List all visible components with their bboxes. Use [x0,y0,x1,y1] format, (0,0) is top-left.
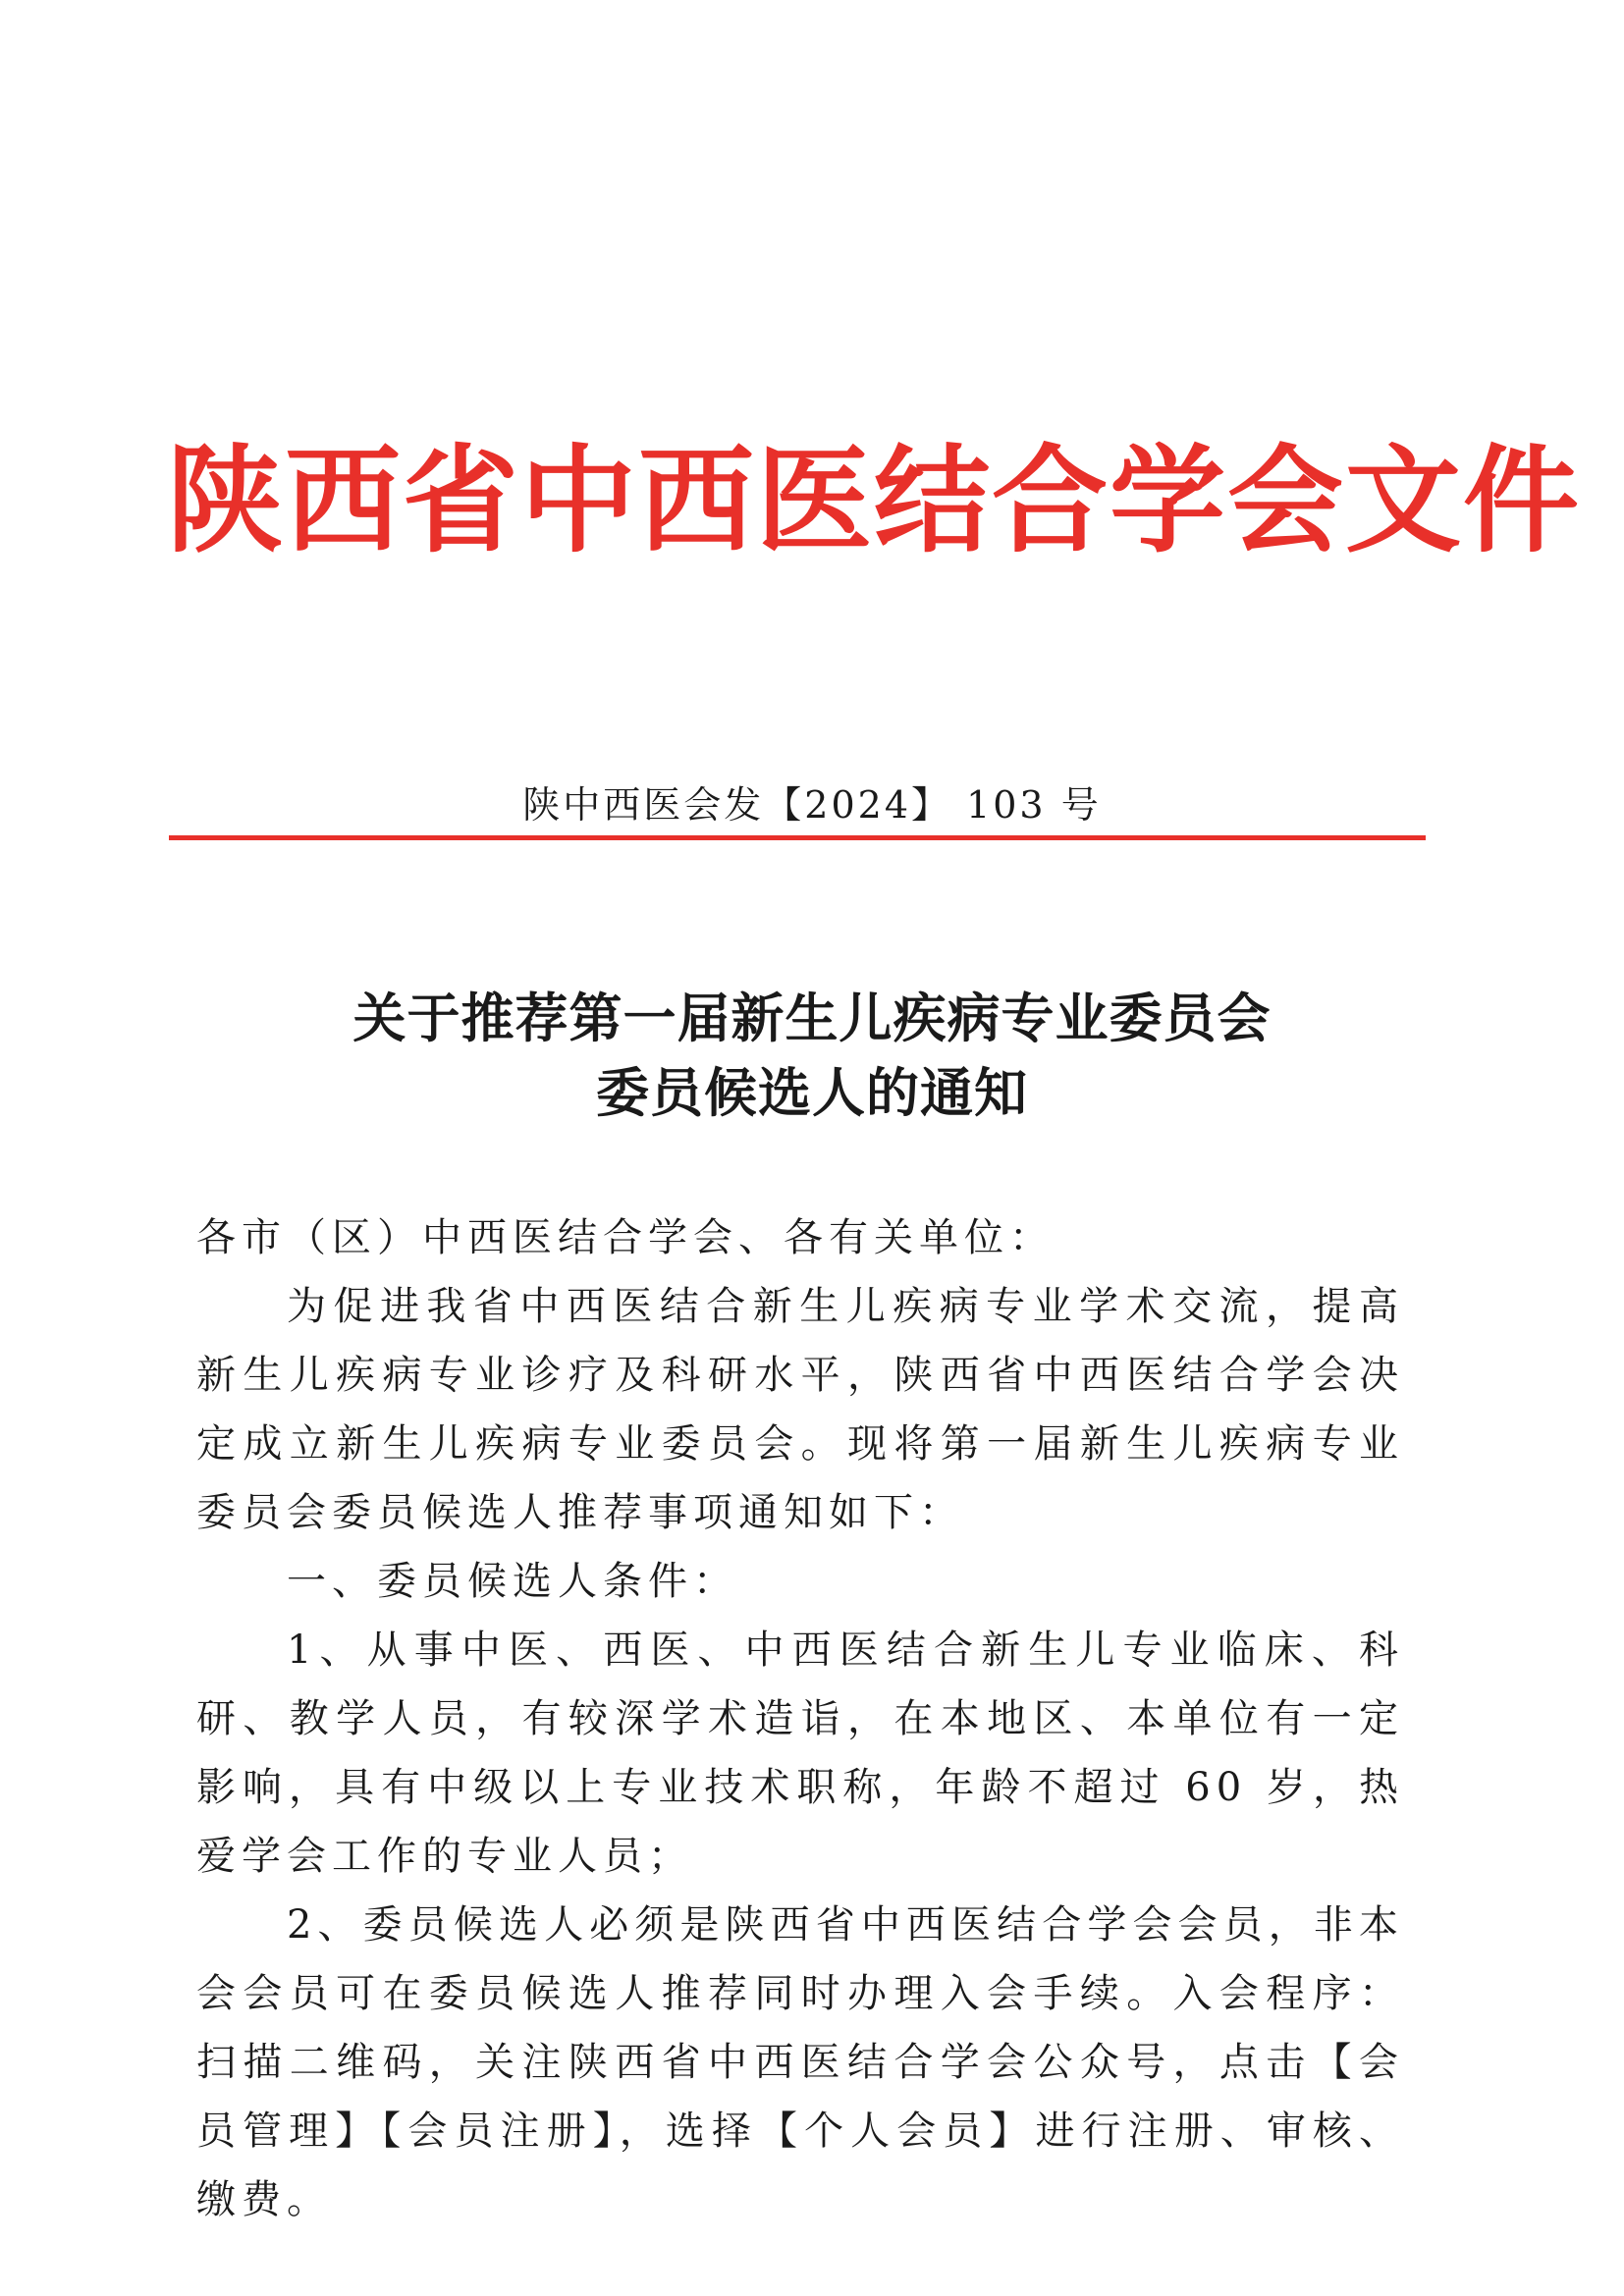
notice-body [196,1203,1404,2234]
condition-item-2: 2、委员候选人必须是陕西省中西医结合学会会员，非本会会员可在委员候选人推荐同时办理入会手续。入会程序：扫描二维码，关注陕西省中西医结合学会公众号，点击【会员管理】【会员注册】，选择【个人会员】进行注册、审核、缴费。 [196,1902,1404,2222]
condition-item-1: 1、从事中医、西医、中西医结合新生儿专业临床、科研、教学人员，有较深学术造诣，在本地区、本单位有一定影响，具有中级以上专业技术职称，年龄不超过 60 岁，热爱学会工作的专业人员； [196,1628,1404,1879]
org-document-header: 陕西省中西医结合学会文件 [167,433,1582,568]
notice-title-line-2: 委员候选人的通知 [596,1062,1028,1124]
section-heading-conditions: 一、委员候选人条件： [287,1559,738,1604]
document-number: 陕中西医会发【2024】 103 号 [522,783,1102,827]
salutation: 各市（区）中西医结合学会、各有关单位： [196,1215,1055,1260]
red-divider-line [169,835,1426,840]
intro-paragraph: 为促进我省中西医结合新生儿疾病专业学术交流，提高新生儿疾病专业诊疗及科研水平，陕西省中西医结合学会决定成立新生儿疾病专业委员会。现将第一届新生儿疾病专业委员会委员候选人推荐事项通知如下： [196,1284,1404,1535]
notice-title-line-1: 关于推荐第一届新生儿疾病专业委员会 [352,988,1272,1049]
notice-title [0,982,1624,1131]
